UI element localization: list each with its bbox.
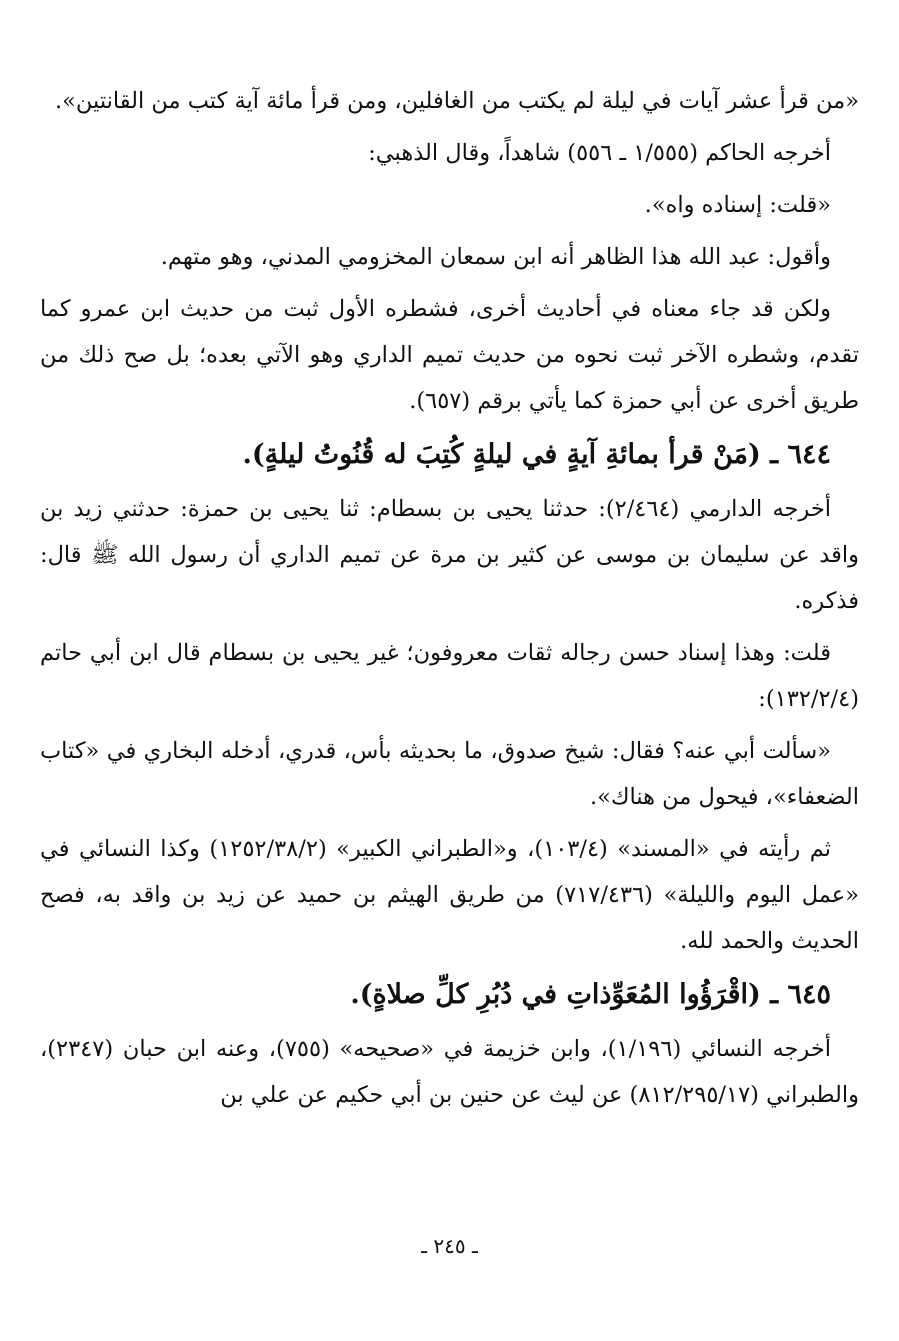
author-comment: وأقول: عبد الله هذا الظاهر أنه ابن سمعان المخزومي المدني، وهو متهم. bbox=[160, 244, 831, 270]
supporting-narrations: ولكن قد جاء معناه في أحاديث أخرى، فشطره الأول ثبت من حديث ابن عمرو كما تقدم، وشطره الآخر ثبت نحوه من حديث تميم الداري وهو الآتي بعده؛ بل صح ذلك من طريق أخرى عن أبي حمزة كما يأتي برقم (٦٥٧). bbox=[40, 296, 859, 414]
hadith-heading-644: ٦٤٤ ـ (مَنْ قرأ بمائةِ آيةٍ في ليلةٍ كُتِبَ له قُنُوتُ ليلةٍ). bbox=[242, 439, 831, 470]
musnad-citation: ثم رأيته في «المسند» (١٠٣/٤)، و«الطبراني الكبير» (١٢٥٢/٣٨/٢) وكذا النسائي في «عمل اليوم والليلة» (٧١٧/٤٣٦) من طريق الهيثم بن حميد عن زيد بن واقد به، فصح الحديث والحمد لله. bbox=[40, 836, 860, 954]
abu-hatim-quote: «سألت أبي عنه؟ فقال: شيخ صدوق، ما بحديثه بأس، قدري، أدخله البخاري في «كتاب الضعفاء»، فيحول من هناك». bbox=[40, 738, 859, 810]
isnad-assessment: قلت: وهذا إسناد حسن رجاله ثقات معروفون؛ غير يحيى بن بسطام قال ابن أبي حاتم (١٣٢/٢/٤): bbox=[40, 640, 859, 712]
hadith-heading-645: ٦٤٥ ـ (اقْرَؤُوا المُعَوِّذاتِ في دُبُرِ كلِّ صلاةٍ). bbox=[350, 979, 831, 1010]
darimi-citation: أخرجه الدارمي (٢/٤٦٤): حدثنا يحيى بن بسطام: ثنا يحيى بن حمزة: حدثني زيد بن واقد عن سليمان بن موسى عن كثير بن مرة عن تميم الداري أن رسول الله ﷺ قال: فذكره. bbox=[40, 496, 859, 614]
hakim-citation: أخرجه الحاكم (١/٥٥٥ ـ ٥٥٦) شاهداً، وقال الذهبي: bbox=[368, 140, 831, 166]
quote-paragraph-1: «من قرأ عشر آيات في ليلة لم يكتب من الغافلين، ومن قرأ مائة آية كتب من القانتين». bbox=[55, 88, 859, 114]
page-number: ـ ٢٤٥ ـ bbox=[421, 1234, 478, 1258]
nasai-citation: أخرجه النسائي (١/١٩٦)، وابن خزيمة في «صحيحه» (٧٥٥)، وعنه ابن حبان (٢٣٤٧)، والطبراني (٨١٢/٢٩٥/١٧) عن ليث عن حنين بن أبي حكيم عن علي بن bbox=[40, 1036, 859, 1108]
dhahabi-quote: «قلت: إسناده واه». bbox=[644, 192, 831, 218]
